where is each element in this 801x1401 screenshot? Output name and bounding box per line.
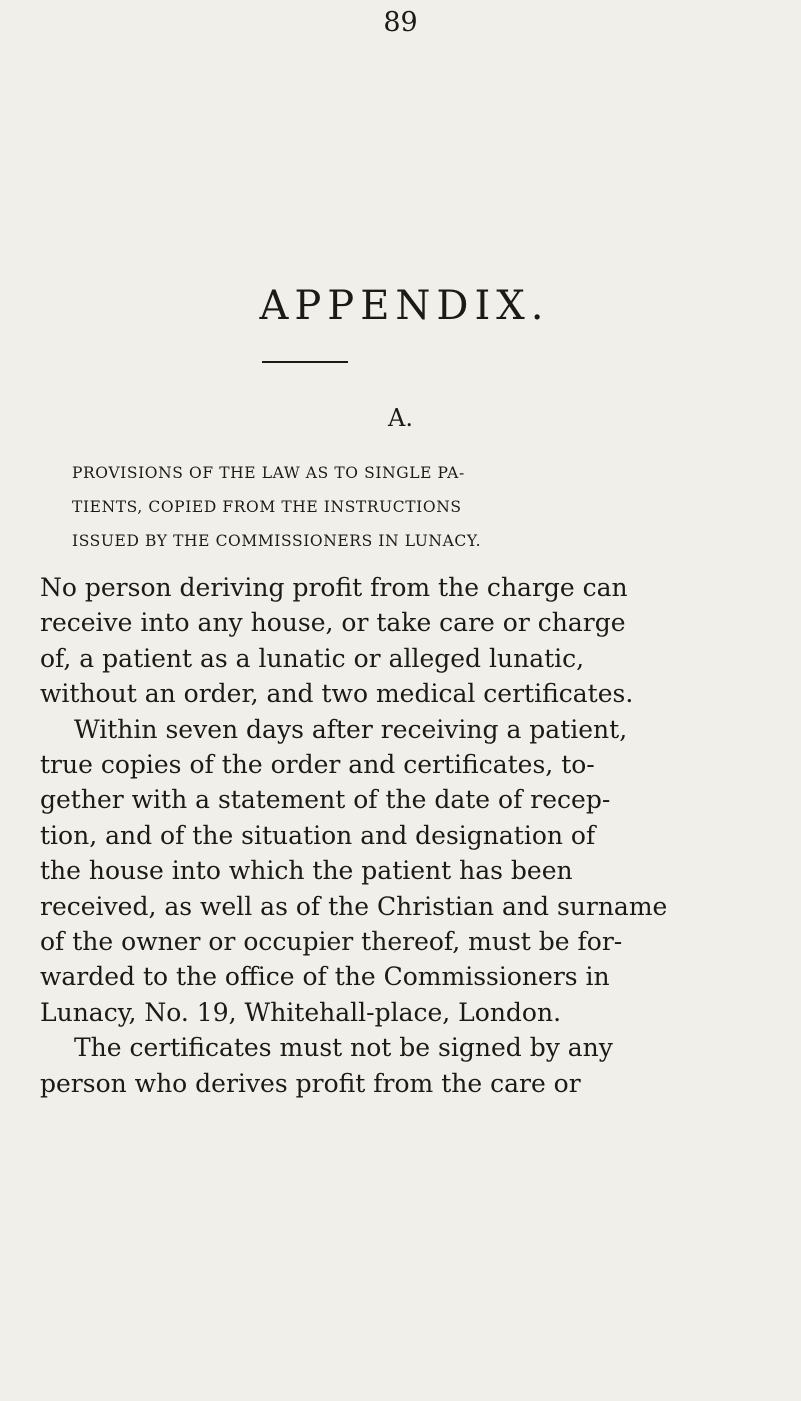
body-line: received, as well as of the Christian and surname — [40, 891, 668, 921]
body-line: true copies of the order and certificates, to- — [40, 750, 595, 780]
body-line: receive into any house, or take care or charge — [40, 608, 626, 638]
section-letter: A. — [388, 404, 413, 432]
subheading-line: TIENTS, COPIED FROM THE INSTRUCTIONS — [72, 498, 462, 516]
body-line: without an order, and two medical certificates. — [40, 679, 634, 709]
body-line: the house into which the patient has been — [40, 856, 573, 886]
body-line: warded to the office of the Commissioners in — [40, 962, 610, 992]
heading-rule — [262, 361, 348, 363]
body-line: Within seven days after receiving a patient, — [74, 714, 628, 744]
page-number: 89 — [383, 7, 418, 38]
body-paragraphs — [40, 570, 780, 1101]
body-line: of the owner or occupier thereof, must be for- — [40, 927, 623, 957]
body-line: No person deriving profit from the charge can — [40, 573, 628, 602]
body-line: Lunacy, No. 19, Whitehall-place, London. — [40, 997, 562, 1027]
body-line: The certificates must not be signed by any — [74, 1033, 613, 1063]
body-line: of, a patient as a lunatic or alleged lunatic, — [40, 643, 585, 673]
subheading-line: PROVISIONS OF THE LAW AS TO SINGLE PA- — [72, 464, 465, 482]
body-line: person who derives profit from the care or — [40, 1068, 581, 1098]
section-subheading — [72, 456, 752, 558]
body-line: tion, and of the situation and designation of — [40, 820, 596, 850]
body-line: gether with a statement of the date of recep- — [40, 785, 611, 815]
appendix-heading: APPENDIX. — [259, 283, 550, 329]
subheading-line: ISSUED BY THE COMMISSIONERS IN LUNACY. — [72, 532, 482, 550]
